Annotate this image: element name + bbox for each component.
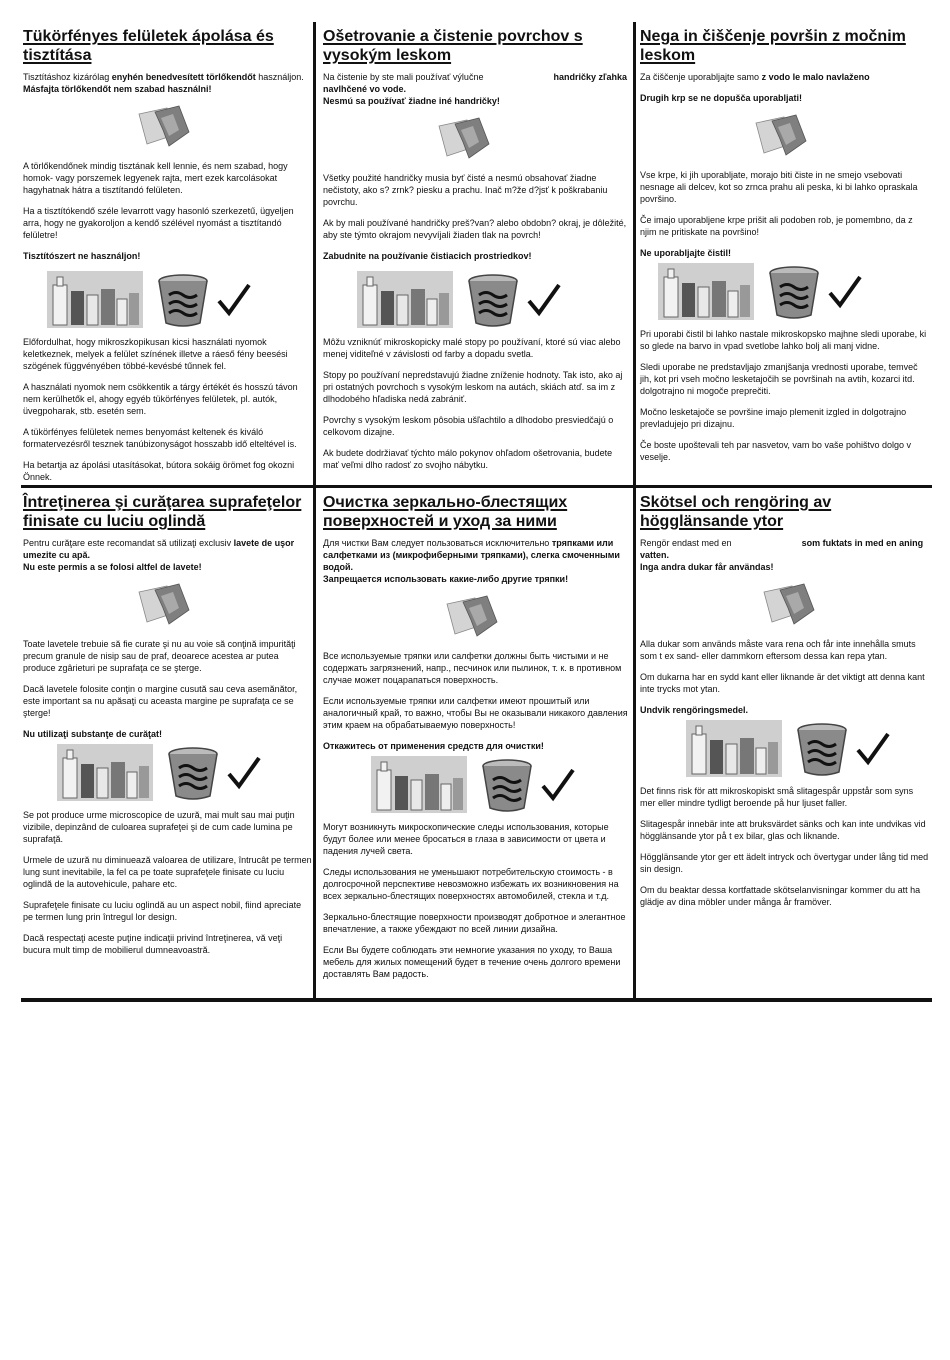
cloth-icon xyxy=(133,104,193,150)
column-divider xyxy=(313,488,316,998)
warning: Zabudnite na používanie čistiacich prostriedkov! xyxy=(323,251,532,261)
card-slovak xyxy=(314,22,631,485)
paragraph: Om du beaktar dessa kortfattade skötselanvisningar kommer du att ha glädje av dina möbler under många år framöver. xyxy=(640,885,921,907)
paragraph: Slitagespår innebär inte att bruksvärdet sänks och kan inte undvikas vid högglänsande ytor på t ex bilar, glas och liknande. xyxy=(640,819,926,841)
column-divider xyxy=(633,22,636,485)
paragraph: Toate lavetele trebuie să fie curate şi nu au voie să conţină impurităţi precum granule de nisip sau de praf, deoarece acestea ar putea produce zgârieturi pe suprafaţa ce se şterge. xyxy=(23,639,296,673)
paragraph: A tükörfényes felületek nemes benyomást keltenek és kiváló formatervezésről tesznek tanúbizonyságot hosszabb idő elteltével is. xyxy=(23,427,297,449)
cloth-icon xyxy=(758,582,818,628)
card-title: Întreţinerea şi curăţarea suprafeţelor finisate cu luciu oglindă xyxy=(23,494,302,530)
paragraph: Če imajo uporabljene krpe prišit ali podoben rob, je pomembno, da z njim ne pritiskate na površino! xyxy=(640,215,913,237)
paragraph: Ha a tisztítókendő széle levarrott vagy hasonló szerkezetű, ügyeljen arra, hogy ne gyakoroljon a kendő szélével nyomást a tisztítandó felületre! xyxy=(23,206,294,240)
paragraph: Ha betartja az ápolási utasításokat, bútora sokáig örömet fog okozni Önnek. xyxy=(23,460,295,482)
row-bottom xyxy=(21,488,932,998)
checkmark-icon xyxy=(856,732,890,766)
warning: Tisztítószert ne használjon! xyxy=(23,251,141,261)
paragraph: Зеркально-блестящие поверхности производят добротное и элегантное впечатление, а также убеждают по всей линии дизайна. xyxy=(323,912,626,934)
paragraph: Močno lesketajoče se površine imajo plemenit izgled in dolgotrajno prevladujejo pri dizajnu. xyxy=(640,407,907,429)
checkmark-icon xyxy=(828,275,862,309)
intro-warning: Drugih krp se ne dopušča uporabljati! xyxy=(640,93,803,103)
intro: Za čiščenje uporabljajte samo z vodo le malo navlaženo xyxy=(640,72,870,82)
cleaning-bottles-icon xyxy=(57,744,153,801)
paragraph: A törlőkendőnek mindig tisztának kell lennie, és nem szabad, hogy homok- vagy porszemek legyenek rajta, mert ezek karcolásokat hagyhatnak hátra a tisztítandó felületen. xyxy=(23,161,288,195)
paragraph: Если используемые тряпки или салфетки имеют прошитый или аналогичный край, то важно, чтобы Вы не оказывали никакого давления этим краем на обрабатываемую поверхность! xyxy=(323,696,628,730)
paragraph: Следы использования не уменьшают потребительскую стоимость - в долгосрочной перспективе невозможно избежать их возникновения на всех зеркально-блестящих поверхностях автомобилей, стекла и т.д. xyxy=(323,867,619,901)
cleaning-bottles-icon xyxy=(357,271,453,328)
paragraph: Stopy po používaní nepredstavujú žiadne zníženie hodnoty. Tak isto, ako aj pri ostatných povrchoch s vysokým leskom na autách, skiách atď. sa im z dlhodobého hľadiska nedá zabrániť. xyxy=(323,370,623,404)
cloth-icon xyxy=(750,113,810,159)
bucket-icon xyxy=(157,273,209,327)
cleaning-bottles-icon xyxy=(686,720,782,777)
paragraph: Ak by mali používané handričky preš?van? alebo obdobn? okraj, je dôležité, aby ste týmto okrajom nevyvíjali žiaden tlak na povrch! xyxy=(323,218,627,240)
cloth-icon xyxy=(441,594,501,640)
paragraph: Sledi uporabe ne predstavljajo zmanjšanja vrednosti uporabe, temveč jih, kot pri vseh močno lesketajočih se površinah na avtih, kozarci itd. dolgotrajno ni mogoče preprečiti. xyxy=(640,362,918,396)
paragraph: Če boste upoštevali teh par nasvetov, vam bo vaše pohištvo dolgo v veselje. xyxy=(640,440,911,462)
checkmark-icon xyxy=(527,283,561,317)
warning: Ne uporabljajte čistil! xyxy=(640,248,732,258)
card-swedish xyxy=(631,488,932,998)
paragraph: Dacă respectaţi aceste puţine indicaţii privind întreţinerea, vă veţi bucura mult timp de mobilierul dumneavoastră. xyxy=(23,933,283,955)
bucket-icon xyxy=(768,265,820,319)
card-hungarian xyxy=(21,22,314,485)
column-divider xyxy=(633,488,636,998)
paragraph: Povrchy s vysokým leskom pôsobia ušľachtilo a dlhodobo presviedčajú o celkovom dizajne. xyxy=(323,415,614,437)
paragraph: Dacă lavetele folosite conţin o margine cusută sau ceva asemănător, este important sa nu apăsaţi cu aceasta margine pe suprafaţa ce se şterge! xyxy=(23,684,298,718)
paragraph: Ak budete dodržiavať týchto málo pokynov ohľadom ošetrovania, budete mať veľmi dlho radosť zo svojho nábytku. xyxy=(323,448,613,470)
paragraph: Если Вы будете соблюдать эти немногие указания по уходу, то Ваша мебель для жилых помещений будет в течение очень долгого времени доставлять Вам радость. xyxy=(323,945,621,979)
paragraph: Môžu vzniknúť mikroskopicky malé stopy po používaní, ktoré sú viac alebo menej viditeľné v závislosti od farby a dopadu svetla. xyxy=(323,337,621,359)
intro: Для чистки Вам следует пользоваться исключительно тряпками или салфетками из (микрофиберными тряпками), слегка смоченными водой. Запрещается использовать какие-либо другие тряпки! xyxy=(323,538,620,584)
paragraph: Pri uporabi čistil bi lahko nastale mikroskopsko majhne sledi uporabe, ki so glede na barvo in vpad svetlobe lahko bolj ali manj vidne. xyxy=(640,329,927,351)
paragraph: Se pot produce urme microscopice de uzură, mai mult sau mai puţin vizibile, depinzând de culoarea suprafeţei şi de cum cade lumina pe suprafaţă. xyxy=(23,810,295,844)
cleaning-bottles-icon xyxy=(47,271,143,328)
paragraph: Alla dukar som används måste vara rena och får inte innehålla smuts som t ex sand- eller dammkorn eftersom dessa kan repa ytan. xyxy=(640,639,916,661)
cleaning-bottles-icon xyxy=(658,263,754,320)
checkmark-icon xyxy=(541,768,575,802)
card-romanian xyxy=(21,488,314,998)
checkmark-icon xyxy=(217,283,251,317)
cleaner-row xyxy=(371,756,629,813)
paragraph: Det finns risk för att mikroskopiskt små slitagespår uppstår som syns mer eller mindre tydligt beroende på hur ljuset faller. xyxy=(640,786,914,808)
cleaner-row xyxy=(47,271,312,328)
cloth-icon xyxy=(433,116,493,162)
bucket-icon xyxy=(481,758,533,812)
paragraph: Všetky použité handričky musia byť čisté a nesmú obsahovať žiadne nečistoty, ako s? zrnk? piesku a prachu. Inač m?že d?jsť k poškrabaniu povrchu. xyxy=(323,173,608,207)
paragraph: A használati nyomok nem csökkentik a tárgy értékét és hosszú távon nem kerülhetők el, ahogy egyéb tükörfényes felületek, pl. autók, üvegpoharak, stb. esetén sem. xyxy=(23,382,298,416)
paragraph: Могут возникнуть микроскопические следы использования, которые будут более или менее бросаться в глаза в зависимости от цвета и падения лучей света. xyxy=(323,822,609,856)
bottom-rule xyxy=(21,998,932,1002)
bucket-icon xyxy=(796,722,848,776)
card-title: Skötsel och rengöring av högglänsande ytor xyxy=(640,494,832,530)
cleaner-row xyxy=(686,720,930,777)
card-russian xyxy=(314,488,631,998)
paragraph: Все используемые тряпки или салфетки должны быть чистыми и не содержать загрязнений, напр., песчинок или пылинок, т. к. в противном случае может поцарапаться поверхность. xyxy=(323,651,622,685)
bucket-icon xyxy=(467,273,519,327)
cloth-icon xyxy=(133,582,193,628)
card-title: Очистка зеркально-блестящих поверхностей и уход за ними xyxy=(323,494,568,530)
card-title: Nega in čiščenje površin z močnim leskom xyxy=(640,28,906,64)
checkmark-icon xyxy=(227,756,261,790)
intro: Tisztításhoz kizárólag enyhén benedvesített törlőkendőt használjon. Másfajta törlőkendőt nem szabad használni! xyxy=(23,72,304,94)
column-divider xyxy=(313,22,316,485)
cleaner-row xyxy=(658,263,930,320)
paragraph: Om dukarna har en sydd kant eller liknande är det viktigt att denna kant inte trycks mot ytan. xyxy=(640,672,925,694)
card-title: Ošetrovanie a čistenie povrchov s vysokým leskom xyxy=(323,28,583,64)
card-title: Tükörfényes felületek ápolása és tisztítása xyxy=(23,28,274,64)
intro: Pentru curăţare este recomandat să utilizaţi exclusiv lavete de uşor umezite cu apă. Nu este permis a se folosi altfel de lavete! xyxy=(23,538,295,572)
warning: Nu utilizaţi substanţe de curăţat! xyxy=(23,729,163,739)
paragraph: Högglänsande ytor ger ett ädelt intryck och övertygar under lång tid med sin design. xyxy=(640,852,929,874)
care-instructions-sheet xyxy=(21,22,932,1002)
warning: Откажитесь от применения средств для очистки! xyxy=(323,741,544,751)
paragraph: Vse krpe, ki jih uporabljate, morajo biti čiste in ne smejo vsebovati nesnage ali delcev, kot so zrnca prahu ali peska, ki bi lahko opraskala površino. xyxy=(640,170,918,204)
cleaner-row xyxy=(57,744,312,801)
cleaning-bottles-icon xyxy=(371,756,467,813)
row-top xyxy=(21,22,932,485)
paragraph: Urmele de uzură nu diminuează valoarea de utilizare, întrucât pe termen lung sunt inevitabile, la fel ca pe toate suprafeţele finisate cu luciu oglindă de la autovehicule, pahare etc. xyxy=(23,855,312,889)
bucket-icon xyxy=(167,746,219,800)
card-slovenian xyxy=(631,22,932,485)
paragraph: Előfordulhat, hogy mikroszkopikusan kicsi használati nyomok keletkeznek, melyek a felület színének illetve a ráeső fény beesési szögének függvényében többé-kevésbé tűnnek fel. xyxy=(23,337,288,371)
warning: Undvik rengöringsmedel. xyxy=(640,705,749,715)
intro: Na čistenie by ste mali používať výlučne handričky zľahka navlhčené vo vode. Nesmú sa používať žiadne iné handričky! xyxy=(323,72,627,106)
intro: Rengör endast med en som fuktats in med en aning vatten. Inga andra dukar får användas! xyxy=(640,538,924,572)
cleaner-row xyxy=(357,271,629,328)
paragraph: Suprafeţele finisate cu luciu oglindă au un aspect nobil, fiind apreciate pe termen lung prin întregul lor design. xyxy=(23,900,302,922)
